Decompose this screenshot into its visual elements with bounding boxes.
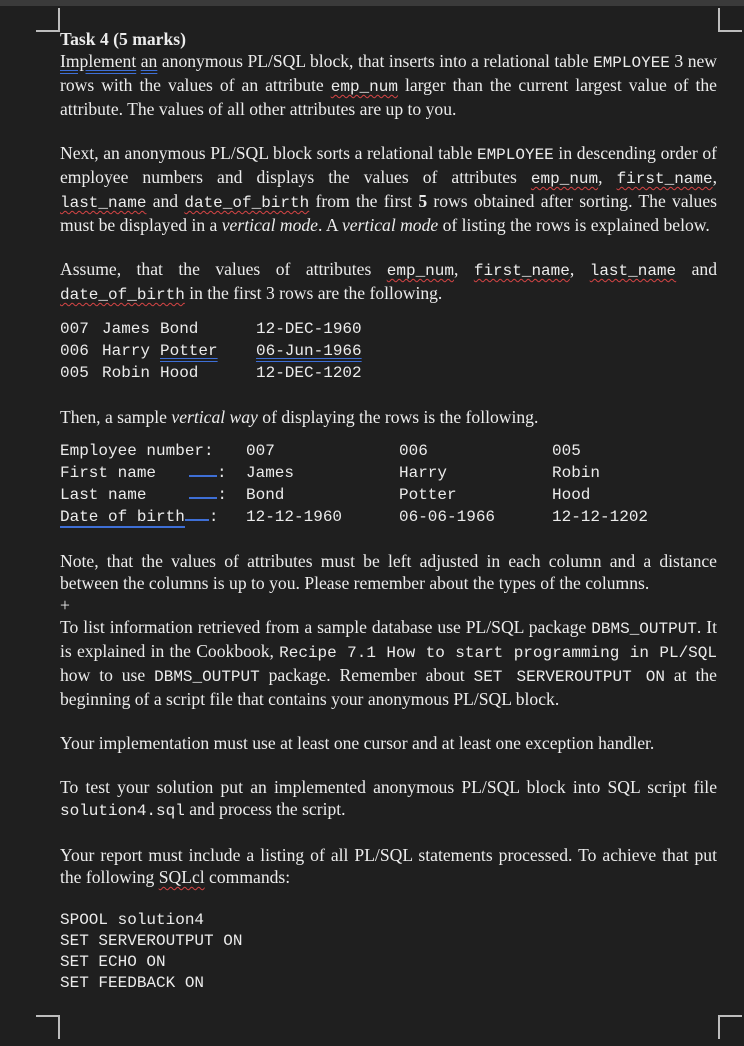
value-col-1: 007 xyxy=(246,442,275,460)
row-count: 5 xyxy=(418,191,428,211)
value-col-1: Bond xyxy=(246,486,285,504)
table-row xyxy=(60,440,648,462)
value-col-3: Hood xyxy=(552,486,591,504)
grammar-flag-potter[interactable]: Potter xyxy=(160,342,218,360)
sqlcl-commands xyxy=(60,910,717,994)
value-col-2: Harry xyxy=(399,464,448,482)
value-col-1: James xyxy=(246,464,295,482)
label-date-of-birth: Date of birth : xyxy=(60,508,219,526)
value-col-3: 005 xyxy=(552,442,581,460)
cell-date-of-birth: 12-DEC-1960 xyxy=(256,320,362,338)
recipe-reference: Recipe 7.1 How to start programming in PL/SQL xyxy=(279,644,717,662)
spelling-flag-sqlcl[interactable]: SQLcl xyxy=(158,867,205,887)
top-toolbar-strip xyxy=(0,0,744,6)
cell-emp-num: 006 xyxy=(60,342,89,360)
table-row xyxy=(60,506,648,528)
cell-last-name xyxy=(160,340,256,362)
paragraph-dbms-output: To list information retrieved from a sample database use PL/SQL package DBMS_OUTPUT. It is explained in the Cookbook, Recipe 7.1 How to start programming in PL/SQL how to use DBMS_OUTPUT package. Remember about SET SERVEROUTPUT ON at the beginning of a script file that contains your anonymous PL/SQL block. xyxy=(60,617,717,709)
plus-sign: + xyxy=(60,595,70,615)
paragraph-vertical-intro: Then, a sample vertical way of displaying the rows is the following. xyxy=(60,407,539,427)
paragraph-insert-rows: Implement an anonymous PL/SQL block, that inserts into a relational table EMPLOYEE 3 new rows with the values of an attribute emp_num larger than the current largest value of the attribute. The values of all other attributes are up to you. xyxy=(60,51,718,119)
grammar-flag-date[interactable]: 06-Jun-1966 xyxy=(256,342,362,360)
margin-corner-top-right xyxy=(718,8,742,32)
paragraph-report-listing: Your report must include a listing of all PL/SQL statements processed. To achieve that put the following SQLcl commands: xyxy=(60,845,717,887)
table-row xyxy=(60,484,648,506)
command-line: SET ECHO ON xyxy=(60,953,166,971)
grammar-flag-implement[interactable]: Implement xyxy=(60,51,137,71)
task-title: Task 4 (5 marks) xyxy=(60,29,186,49)
cell-date-of-birth xyxy=(256,340,362,362)
package-dbms-output: DBMS_OUTPUT xyxy=(591,620,697,638)
table-row xyxy=(60,362,362,384)
label-first-name: First name : xyxy=(60,464,227,482)
value-col-2: 006 xyxy=(399,442,428,460)
margin-corner-bottom-left xyxy=(36,1015,60,1039)
attribute-date-of-birth[interactable]: date_of_birth xyxy=(60,286,185,304)
attribute-date-of-birth[interactable]: date_of_birth xyxy=(184,194,310,212)
attribute-emp-num[interactable]: emp_num xyxy=(530,170,599,188)
sample-rows-table xyxy=(60,318,362,384)
cell-emp-num: 007 xyxy=(60,320,89,338)
paragraph-assume: Assume, that the values of attributes emp_num, first_name, last_name and date_of_birth in the first 3 rows are the following. xyxy=(60,259,717,304)
attribute-emp-num[interactable]: emp_num xyxy=(386,262,454,280)
table-row xyxy=(60,462,648,484)
attribute-last-name[interactable]: last_name xyxy=(60,194,147,212)
paragraph-test-solution: To test your solution put an implemented anonymous PL/SQL block into SQL script file solution4.sql and process the script. xyxy=(60,777,717,820)
cell-date-of-birth: 12-DEC-1202 xyxy=(256,364,362,382)
margin-corner-top-left xyxy=(36,8,60,32)
emphasis-vertical-mode: vertical mode xyxy=(221,215,318,235)
emphasis-vertical-way: vertical way xyxy=(171,407,258,427)
cell-first-name: James xyxy=(102,320,151,338)
command-line: SPOOL solution4 xyxy=(60,911,205,929)
margin-corner-bottom-right xyxy=(718,1015,742,1039)
attribute-first-name[interactable]: first_name xyxy=(473,262,570,280)
value-col-3: Robin xyxy=(552,464,601,482)
cell-last-name: Bond xyxy=(160,320,199,338)
package-dbms-output: DBMS_OUTPUT xyxy=(154,668,260,686)
attribute-emp-num[interactable]: emp_num xyxy=(330,78,398,96)
value-col-2: 06-06-1966 xyxy=(399,508,496,526)
value-col-3: 12-12-1202 xyxy=(552,508,649,526)
table-name-employee: EMPLOYEE xyxy=(593,54,670,72)
command-line: SET SERVEROUTPUT ON xyxy=(60,932,243,950)
value-col-1: 12-12-1960 xyxy=(246,508,343,526)
paragraph-cursor-requirement: Your implementation must use at least one cursor and at least one exception handler. xyxy=(60,733,655,753)
table-row xyxy=(60,318,362,340)
paragraph-note: Note, that the values of attributes must be left adjusted in each column and a distance between the columns is up to you. Please remember about the types of the columns. xyxy=(60,551,717,593)
attribute-first-name[interactable]: first_name xyxy=(616,170,713,188)
value-col-2: Potter xyxy=(399,486,457,504)
cell-first-name: Harry xyxy=(102,342,151,360)
paragraph-sort-display: Next, an anonymous PL/SQL block sorts a relational table EMPLOYEE in descending order of employee numbers and displays the values of attributes emp_num, first_name, last_name and date_of_birth from the first 5 rows obtained after sorting. The values must be displayed in a vertical mode. A vertical mode of listing the rows is explained below. xyxy=(60,143,717,235)
document-page[interactable] xyxy=(60,28,717,994)
table-name-employee: EMPLOYEE xyxy=(476,146,554,164)
cell-last-name: Hood xyxy=(160,364,199,382)
file-name-solution4: solution4.sql xyxy=(60,802,185,820)
command-line: SET FEEDBACK ON xyxy=(60,974,205,992)
label-last-name: Last name : xyxy=(60,486,228,504)
cell-emp-num: 005 xyxy=(60,364,89,382)
grammar-flag-an[interactable]: an xyxy=(140,51,158,71)
command-serveroutput: SET SERVEROUTPUT ON xyxy=(473,668,666,686)
vertical-display-table xyxy=(60,440,648,528)
attribute-last-name[interactable]: last_name xyxy=(589,262,677,280)
table-row xyxy=(60,340,362,362)
emphasis-vertical-mode: vertical mode xyxy=(341,215,439,235)
cell-first-name: Robin xyxy=(102,364,151,382)
label-employee-number: Employee number: xyxy=(60,442,214,460)
